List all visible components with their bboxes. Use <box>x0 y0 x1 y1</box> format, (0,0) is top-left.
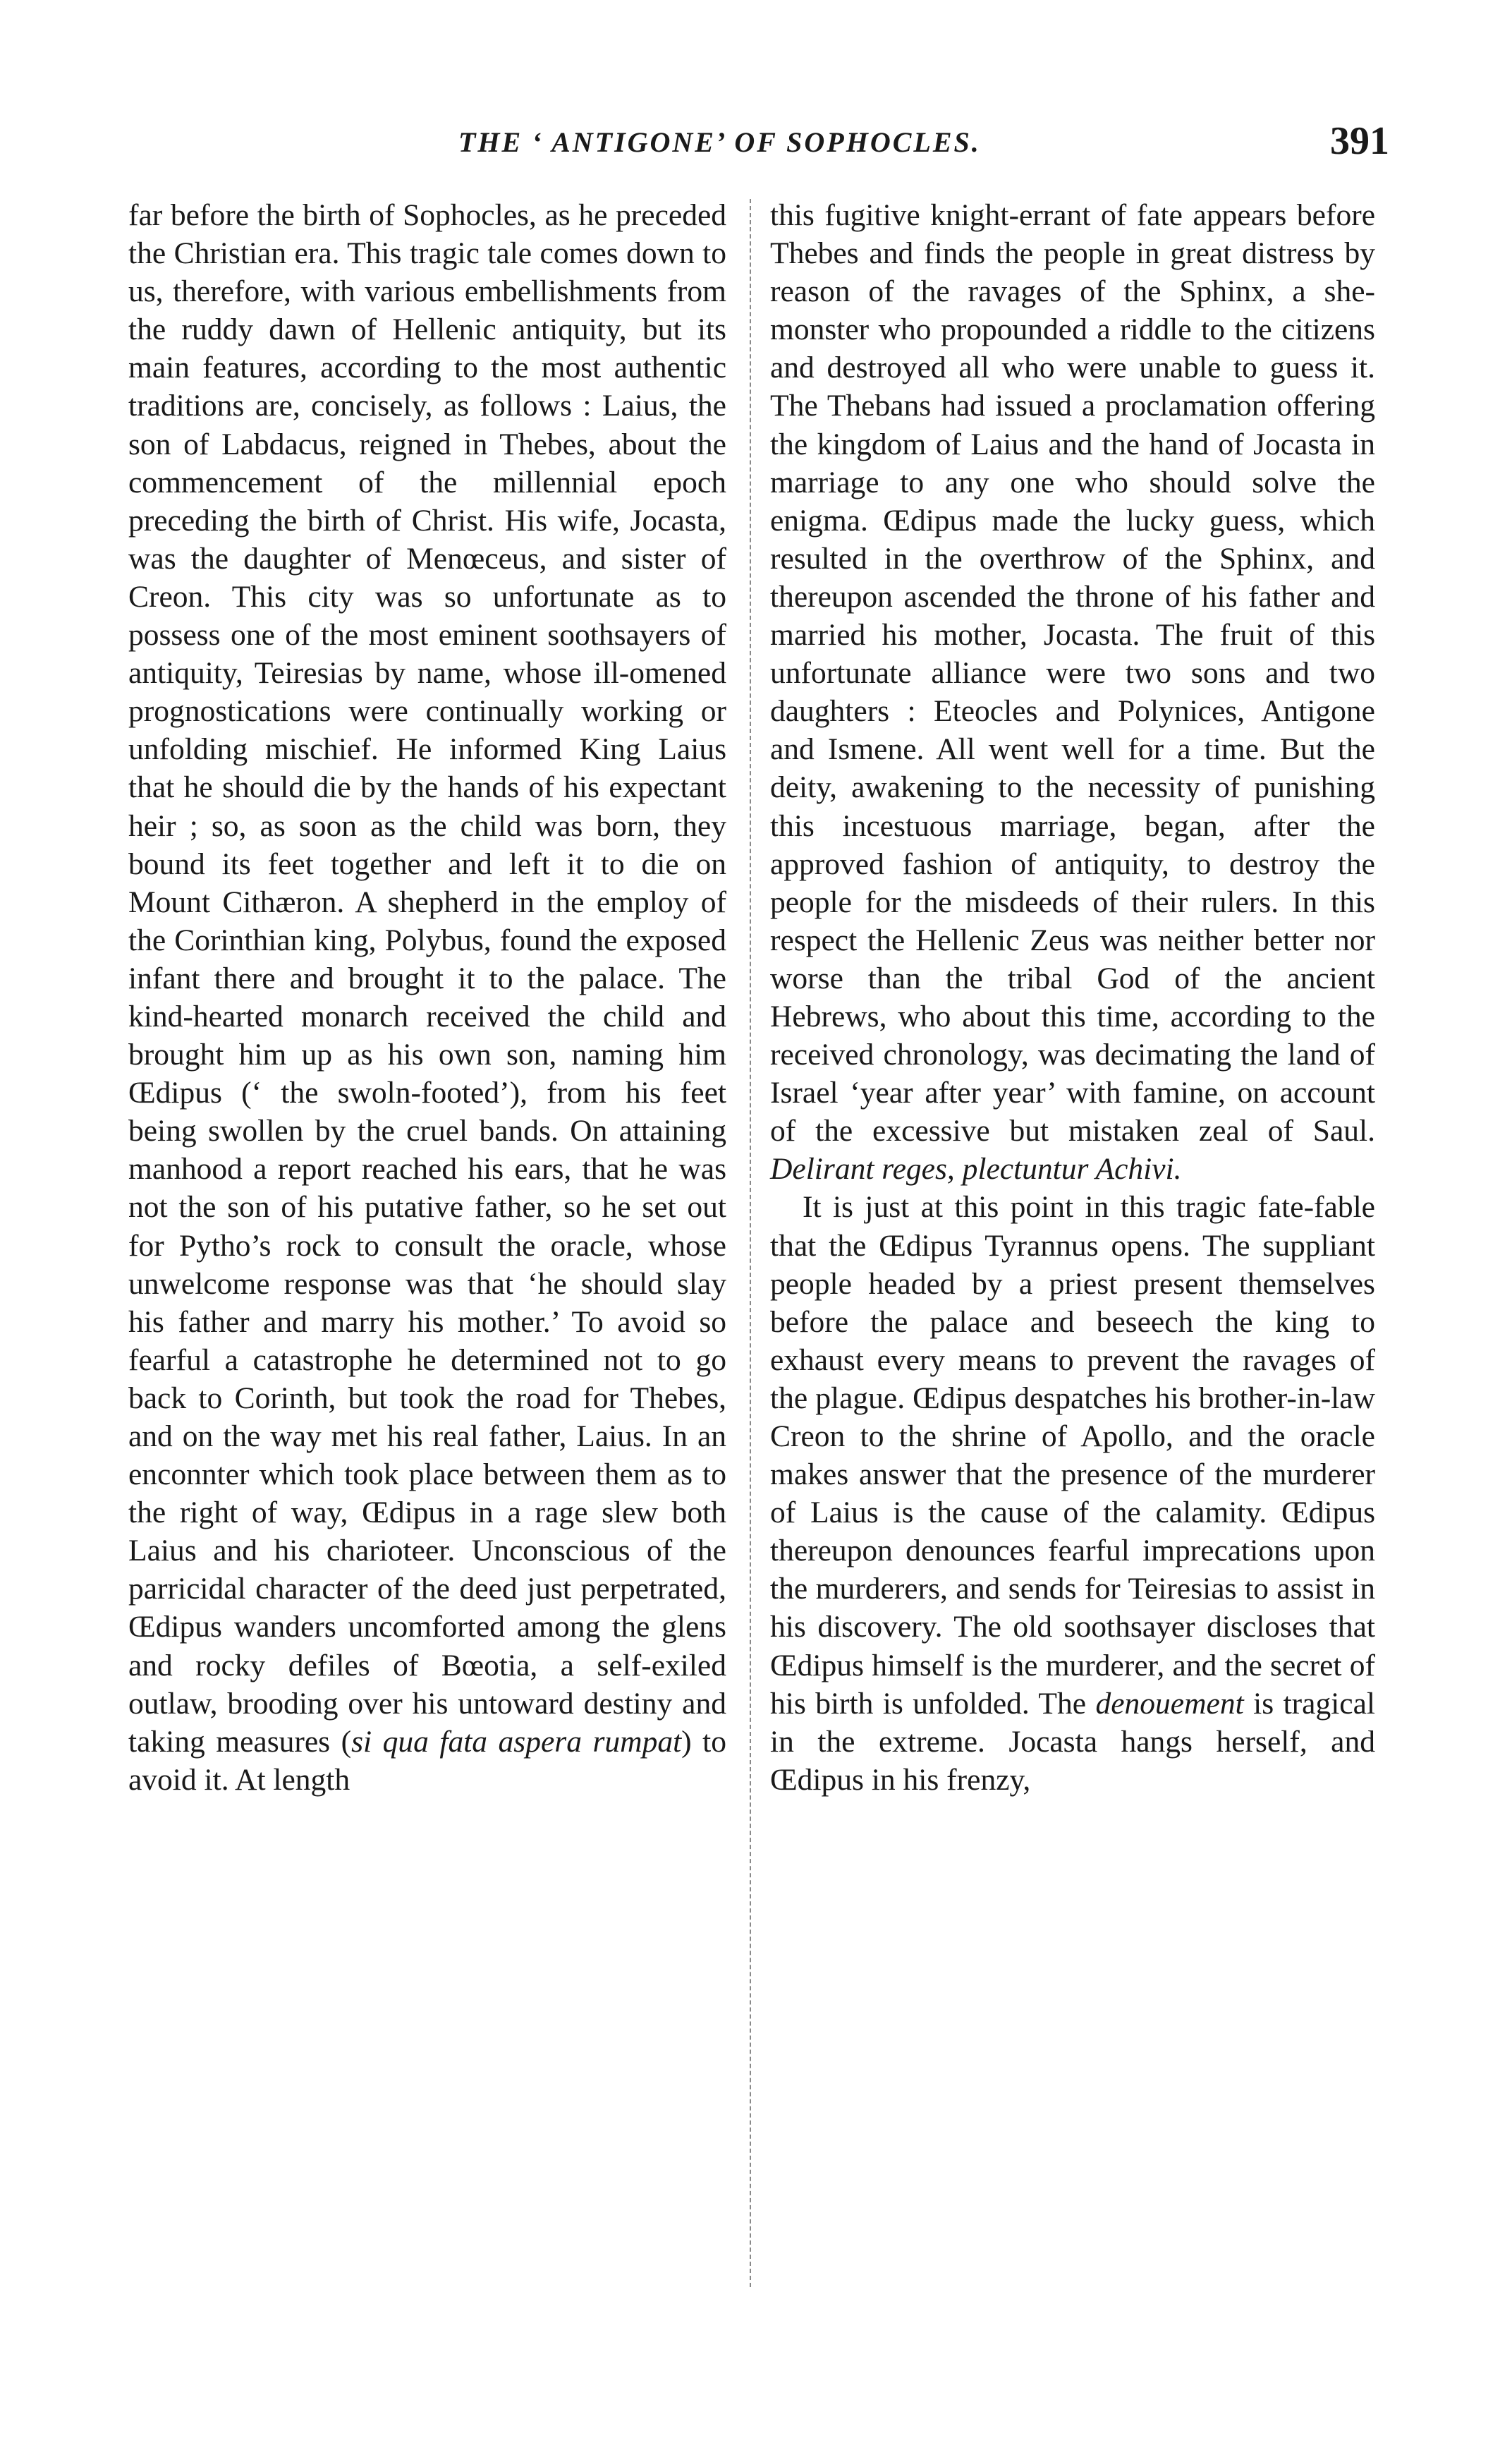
right-p2-italic-word: denouement <box>1095 1686 1244 1721</box>
running-head: THE ‘ ANTIGONE’ OF SOPHOCLES. <box>458 126 981 158</box>
right-p1-text-a: this fugitive knight-errant of fate appears before Thebes and finds the people in great distress by reason of the ravages of the Sphinx, a she-monster who propounded a riddle to the citizens and destroyed all who were unable to guess it. The Thebans had issued a proclamation offering the kingdom of Laius and the hand of Jocasta in marriage to any one who should solve the enigma. Œdipus made the lucky guess, which resulted in the overthrow of the Sphinx, and thereupon ascended the throne of his father and married his mother, Jocasta. The fruit of this unfortunate alliance were two sons and two daughters : Eteocles and Polynices, Antigone and Ismene. All went well for a time. But the deity, awakening to the necessity of punishing this incestuous marriage, began, after the approved fashion of antiquity, to destroy the people for the misdeeds of their rulers. In this respect the Hellenic Zeus was neither better nor worse than the tribal God of the ancient Hebrews, who about this time, according to the received chronology, was decimating the land of Israel ‘year after year’ with famine, on account of the excessive but mistaken zeal of Saul. <box>770 198 1375 1148</box>
column-divider <box>750 199 751 2287</box>
right-paragraph-2 <box>770 1188 1375 1799</box>
right-p1-italic-quote: Delirant reges, plectuntur Achivi. <box>770 1152 1182 1187</box>
right-p2-text-a: It is just at this point in this tragic fate-fable that the Œdipus Tyrannus opens. The suppliant people headed by a priest present themselves before the palace and beseech the king to exhaust every means to prevent the ravages of the plague. Œdipus despatches his brother-in-law Creon to the shrine of Apollo, and the oracle makes answer that the presence of the murderer of Laius is the cause of the calamity. Œdipus thereupon denounces fearful imprecations upon the murderers, and sends for Teiresias to assist in his discovery. The old soothsayer discloses that Œdipus himself is the murderer, and the secret of his birth is unfolded. The <box>770 1190 1375 1721</box>
left-p1-italic-phrase: si qua fata aspera rumpat <box>351 1724 682 1759</box>
left-column <box>128 196 726 1799</box>
right-paragraph-1 <box>770 196 1375 1188</box>
left-p1-text-a: far before the birth of Sophocles, as he preceded the Christian era. This tragic tale comes down to us, therefore, with various embellishments from the ruddy dawn of Hellenic antiquity, but its main features, according to the most authentic traditions are, concisely, as follows : Laius, the son of Labdacus, reigned in Thebes, about the commencement of the millennial epoch preceding the birth of Christ. His wife, Jocasta, was the daughter of Menœceus, and sister of Creon. This city was so unfortunate as to possess one of the most eminent soothsayers of antiquity, Teiresias by name, whose ill-omened prognostications were continually working or unfolding mischief. He informed King Laius that he should die by the hands of his expectant heir ; so, as soon as the child was born, they bound its feet together and left it to die on Mount Cithæron. A shepherd in the employ of the Corinthian king, Polybus, found the exposed infant there and brought it to the palace. The kind-hearted monarch received the child and brought him up as his own son, naming him Œdipus (‘ the swoln-footed’), from his feet being swollen by the cruel bands. On attaining manhood a report reached his ears, that he was not the son of his putative father, so he set out for Pytho’s rock to consult the oracle, whose unwelcome response was that ‘he should slay his father and marry his mother.’ To avoid so fearful a catastrophe he determined not to go back to Corinth, but took the road for Thebes, and on the way met his real father, Laius. In an enconnter which took place between them as to the right of way, Œdipus in a rage slew both Laius and his charioteer. Unconscious of the parricidal character of the deed just perpetrated, Œdipus wanders uncomforted among the glens and rocky defiles of Bœotia, a self-exiled outlaw, brooding over his untoward destiny and taking measures ( <box>128 198 726 1759</box>
right-column <box>770 196 1375 1799</box>
left-p1-text-b: ) to avoid it. At length <box>128 1724 727 1797</box>
right-p2-text-b: is tragical in the extreme. Jocasta hangs herself, and Œdipus in his frenzy, <box>770 1686 1375 1797</box>
page-header <box>120 119 1389 175</box>
page-number: 391 <box>1330 119 1389 163</box>
left-paragraph-1 <box>128 196 726 1799</box>
